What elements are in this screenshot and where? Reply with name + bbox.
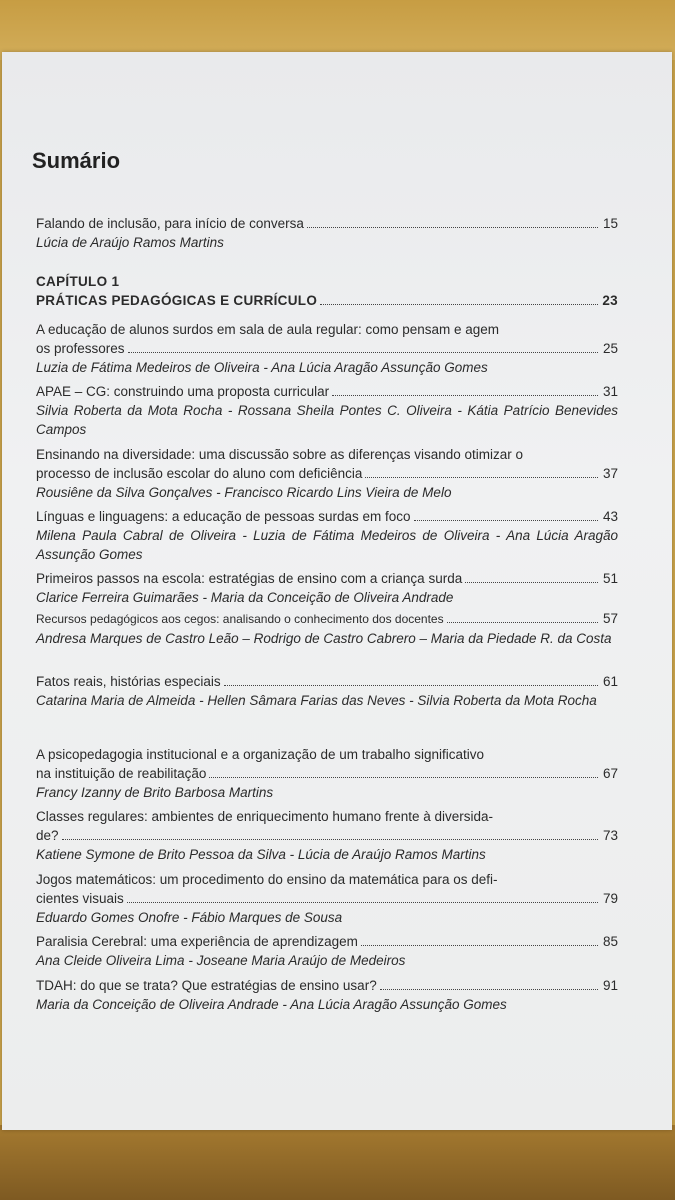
page-title: Sumário	[32, 148, 121, 173]
entry-title: Recursos pedagógicos aos cegos: analisando o conhecimento dos docentes	[36, 612, 444, 626]
dot-leader	[361, 945, 598, 946]
toc-entry	[36, 569, 618, 607]
entry-title: Paralisia Cerebral: uma experiência de aprendizagem	[36, 934, 358, 949]
dot-leader	[307, 227, 598, 228]
toc-entry	[36, 745, 618, 802]
entry-title: Línguas e linguagens: a educação de pessoas surdas em foco	[36, 509, 411, 524]
table-of-contents	[2, 52, 672, 1130]
toc-entry	[36, 507, 618, 564]
page-number: 31	[602, 384, 618, 399]
background-bottom	[0, 1125, 675, 1200]
toc-entry	[36, 382, 618, 439]
dot-leader	[320, 304, 598, 305]
background-top	[0, 0, 675, 60]
dot-leader	[209, 777, 598, 778]
entry-authors: Maria da Conceição de Oliveira Andrade - Ana Lúcia Aragão Assunção Gomes	[36, 997, 507, 1012]
toc-entry	[36, 976, 618, 1014]
page-number: 15	[602, 216, 618, 231]
page-number: 73	[602, 828, 618, 843]
entry-authors: Silvia Roberta da Mota Rocha - Rossana Sheila Pontes C. Oliveira - Kátia Patrício Benevides Campos	[36, 403, 618, 437]
entry-title: os professores	[36, 341, 125, 356]
toc-entry	[36, 807, 618, 864]
dot-leader	[224, 685, 598, 686]
chapter-heading	[36, 272, 618, 310]
entry-title-line1: Classes regulares: ambientes de enriquecimento humano frente à diversida-	[36, 809, 493, 824]
entry-authors: Francy Izanny de Brito Barbosa Martins	[36, 785, 274, 800]
entry-title: na instituição de reabilitação	[36, 766, 207, 781]
entry-title: de?	[36, 828, 59, 843]
page-number: 79	[602, 891, 618, 906]
entry-title: Primeiros passos na escola: estratégias de ensino com a criança surda	[36, 571, 463, 586]
chapter-title: PRÁTICAS PEDAGÓGICAS E CURRÍCULO	[36, 293, 318, 308]
page-number: 67	[602, 766, 618, 781]
entry-authors: Andresa Marques de Castro Leão – Rodrigo de Castro Cabrero – Maria da Piedade R. da Costa	[36, 631, 612, 646]
chapter-label: CAPÍTULO 1	[36, 274, 120, 289]
entry-title: TDAH: do que se trata? Que estratégias de ensino usar?	[36, 978, 377, 993]
entry-title-line1: Jogos matemáticos: um procedimento do ensino da matemática para os defi-	[36, 872, 498, 887]
page-number: 23	[602, 293, 618, 308]
dot-leader	[414, 520, 598, 521]
book-page	[2, 52, 672, 1130]
entry-authors: Ana Cleide Oliveira Lima - Joseane Maria Araújo de Medeiros	[36, 953, 406, 968]
entry-authors: Clarice Ferreira Guimarães - Maria da Conceição de Oliveira Andrade	[36, 590, 454, 605]
entry-authors: Lúcia de Araújo Ramos Martins	[36, 235, 224, 250]
toc-entry	[36, 672, 618, 710]
entry-title: cientes visuais	[36, 891, 124, 906]
page-number: 51	[602, 571, 618, 586]
dot-leader	[380, 989, 598, 990]
entry-authors: Rousiêne da Silva Gonçalves - Francisco Ricardo Lins Vieira de Melo	[36, 485, 452, 500]
entry-title: Fatos reais, histórias especiais	[36, 674, 221, 689]
dot-leader	[127, 902, 598, 903]
page-number: 43	[602, 509, 618, 524]
dot-leader	[128, 352, 598, 353]
entry-authors: Katiene Symone de Brito Pessoa da Silva - Lúcia de Araújo Ramos Martins	[36, 847, 486, 862]
entry-authors: Milena Paula Cabral de Oliveira - Luzia de Fátima Medeiros de Oliveira - Ana Lúcia Aragão Assunção Gomes	[36, 528, 618, 562]
page-number: 61	[602, 674, 618, 689]
entry-title-line1: A educação de alunos surdos em sala de aula regular: como pensam e agem	[36, 322, 500, 337]
entry-title: Falando de inclusão, para início de conversa	[36, 216, 304, 231]
dot-leader	[332, 395, 598, 396]
toc-entry	[36, 445, 618, 502]
entry-title: processo de inclusão escolar do aluno com deficiência	[36, 466, 363, 481]
page-number: 85	[602, 934, 618, 949]
entry-title-line1: Ensinando na diversidade: uma discussão sobre as diferenças visando otimizar o	[36, 447, 524, 462]
toc-entry	[36, 609, 618, 648]
dot-leader	[62, 839, 598, 840]
entry-title: APAE – CG: construindo uma proposta curricular	[36, 384, 330, 399]
dot-leader	[365, 477, 598, 478]
entry-authors: Eduardo Gomes Onofre - Fábio Marques de Sousa	[36, 910, 343, 925]
entry-authors: Luzia de Fátima Medeiros de Oliveira - Ana Lúcia Aragão Assunção Gomes	[36, 360, 488, 375]
entry-title-line1: A psicopedagogia institucional e a organização de um trabalho significativo	[36, 747, 485, 762]
toc-entry	[36, 320, 618, 377]
toc-entry	[36, 870, 618, 927]
page-number: 91	[602, 978, 618, 993]
page-number: 25	[602, 341, 618, 356]
dot-leader	[465, 582, 598, 583]
toc-entry-intro	[36, 214, 618, 252]
toc-entry	[36, 932, 618, 970]
entry-authors: Catarina Maria de Almeida - Hellen Sâmara Farias das Neves - Silvia Roberta da Mota Rocha	[36, 693, 597, 708]
page-number: 57	[602, 611, 618, 626]
page-number: 37	[602, 466, 618, 481]
dot-leader	[447, 622, 598, 623]
